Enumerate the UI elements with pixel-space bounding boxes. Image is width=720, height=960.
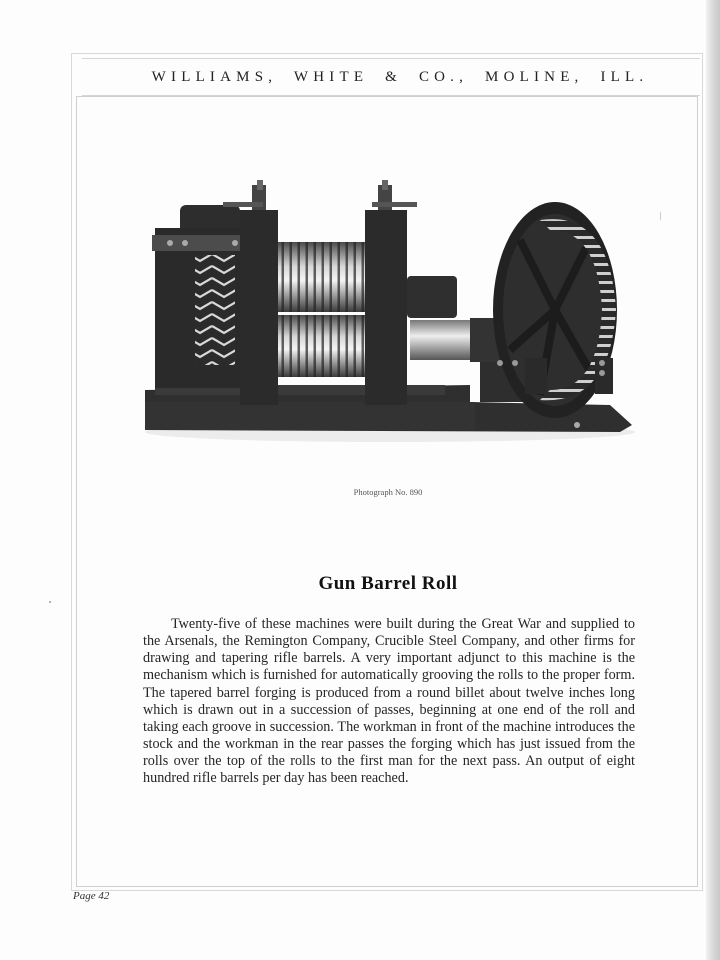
page-edge-shadow xyxy=(706,0,720,960)
machine-photograph xyxy=(140,180,640,450)
gun-barrel-roll-machine-image xyxy=(140,180,640,450)
scan-speck xyxy=(660,212,661,220)
photo-caption: Photograph No. 890 xyxy=(353,487,423,497)
article-title: Gun Barrel Roll xyxy=(318,573,458,594)
header-text: WILLIAMS, WHITE & CO., MOLINE, ILL. xyxy=(151,68,649,85)
running-header xyxy=(82,58,700,96)
page-number: Page 42 xyxy=(73,890,110,902)
article-body: Twenty-five of these machines were built during the Great War and supplied to the Arsenals, the Remington Company, Crucible Steel Company, and other firms for drawing and tapering rifle barrels. A very important adjunct to this machine is the mechanism which is furnished for automatically grooving the rolls to the proper form. The tapered barrel forging is produced from a round billet about twelve inches long which is drawn out in a succession of passes, beginning at one end of the roll and taking each groove in succession. The workman in front of the machine introduces the stock and the workman in the rear passes the forging which has just issued from the rolls over the top of the rolls to the first man for the next pass. An output of eight hundred rifle barrels per day has been reached. xyxy=(143,616,635,787)
scan-speck xyxy=(49,601,51,603)
